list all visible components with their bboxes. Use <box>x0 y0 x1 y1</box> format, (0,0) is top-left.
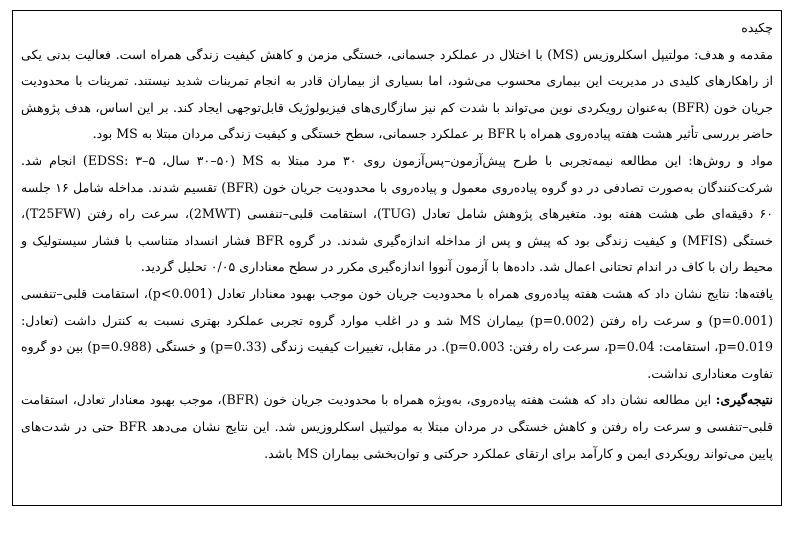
abstract-heading: چکیده <box>741 20 773 35</box>
results-label: یافته‌ها: <box>734 285 773 301</box>
intro-text: مولتیپل اسکلروزیس (MS) با اختلال در عملکرد جسمانی، خستگی مزمن و کاهش کیفیت زندگی همراه است. فعالیت بدنی یکی از راهکارهای کلیدی در مدیریت این بیماری محسوب می‌شود، اما بسیاری از بیماران قادر به انجام تمرینات شدید نیستند. تمرینات با محدودیت جریان خون (BFR) به‌عنوان رویکردی نوین می‌تواند با شدت کم نیز سازگاری‌های فیزیولوژیک قابل‌توجهی ایجاد کند. بر این اساس، هدف پژوهش حاضر بررسی تأثیر هشت هفته پیاده‌روی همراه با BFR بر عملکرد جسمانی، سطح خستگی و کیفیت زندگی مردان مبتلا به MS بود. <box>21 46 773 142</box>
methods-label: مواد و روش‌ها: <box>688 152 773 168</box>
conclusion-text: این مطالعه نشان داد که هشت هفته پیاده‌روی، به‌ویژه همراه با محدودیت جریان خون (BFR)، موجب بهبود معنادار تعادل، استقامت قلبی–تنفسی و سرعت راه رفتن و کاهش خستگی در مردان مبتلا به مولتیپل اسکلروزیس شد. این نتایج نشان می‌دهد BFR حتی در شدت‌های پایین می‌تواند رویکردی ایمن و کارآمد برای ارتقای عملکرد حرکتی و توان‌بخشی بیماران MS باشد. <box>21 392 773 461</box>
methods-text: این مطالعه نیمه‌تجربی با طرح پیش‌آزمون–پس‌آزمون روی ۳۰ مرد مبتلا به MS (۳۰–۵۰ سال، EDSS: ۳–۵) انجام شد. شرکت‌کنندگان به‌صورت تصادفی در دو گروه پیاده‌روی معمول و پیاده‌روی با محدودیت جریان خون (BFR) تقسیم شدند. مداخله شامل ۱۶ جلسه ۶۰ دقیقه‌ای طی هشت هفته بود. متغیرهای پژوهش شامل تعادل (TUG)، استقامت قلبی–تنفسی (2MWT)، سرعت راه رفتن (T25FW)، خستگی (MFIS) و کیفیت زندگی بود که پیش و پس از مداخله اندازه‌گیری شدند. در گروه BFR فشار انسداد متناسب با فشار سیستولیک و محیط ران با کاف در اندام تحتانی اعمال شد. داده‌ها با آزمون آنووا اندازه‌گیری مکرر در سطح معناداری ۰/۰۵ تحلیل گردید. <box>21 152 774 275</box>
conclusion-label: نتیجه‌گیری: <box>715 392 773 408</box>
results-text: نتایج نشان داد که هشت هفته پیاده‌روی همراه با محدودیت جریان خون موجب بهبود معنادار تعادل (p<0.001)، استقامت قلبی–تنفسی (p=0.001) و سرعت راه رفتن (p=0.002) بیماران MS شد و در اغلب موارد گروه تجربی عملکرد بهتری نسبت به کنترل داشت (تعادل: p=0.019، استقامت: p=0.04، سرعت راه رفتن: p=0.003). در مقابل، تغییرات کیفیت زندگی (p=0.33) و خستگی (p=0.988) بین دو گروه تفاوت معناداری نداشت. <box>21 285 773 381</box>
conclusion-paragraph <box>21 387 773 467</box>
results-paragraph <box>21 281 773 387</box>
methods-paragraph <box>21 148 773 281</box>
intro-paragraph <box>21 42 773 148</box>
abstract-box <box>12 10 782 506</box>
intro-label: مقدمه و هدف: <box>694 46 773 62</box>
